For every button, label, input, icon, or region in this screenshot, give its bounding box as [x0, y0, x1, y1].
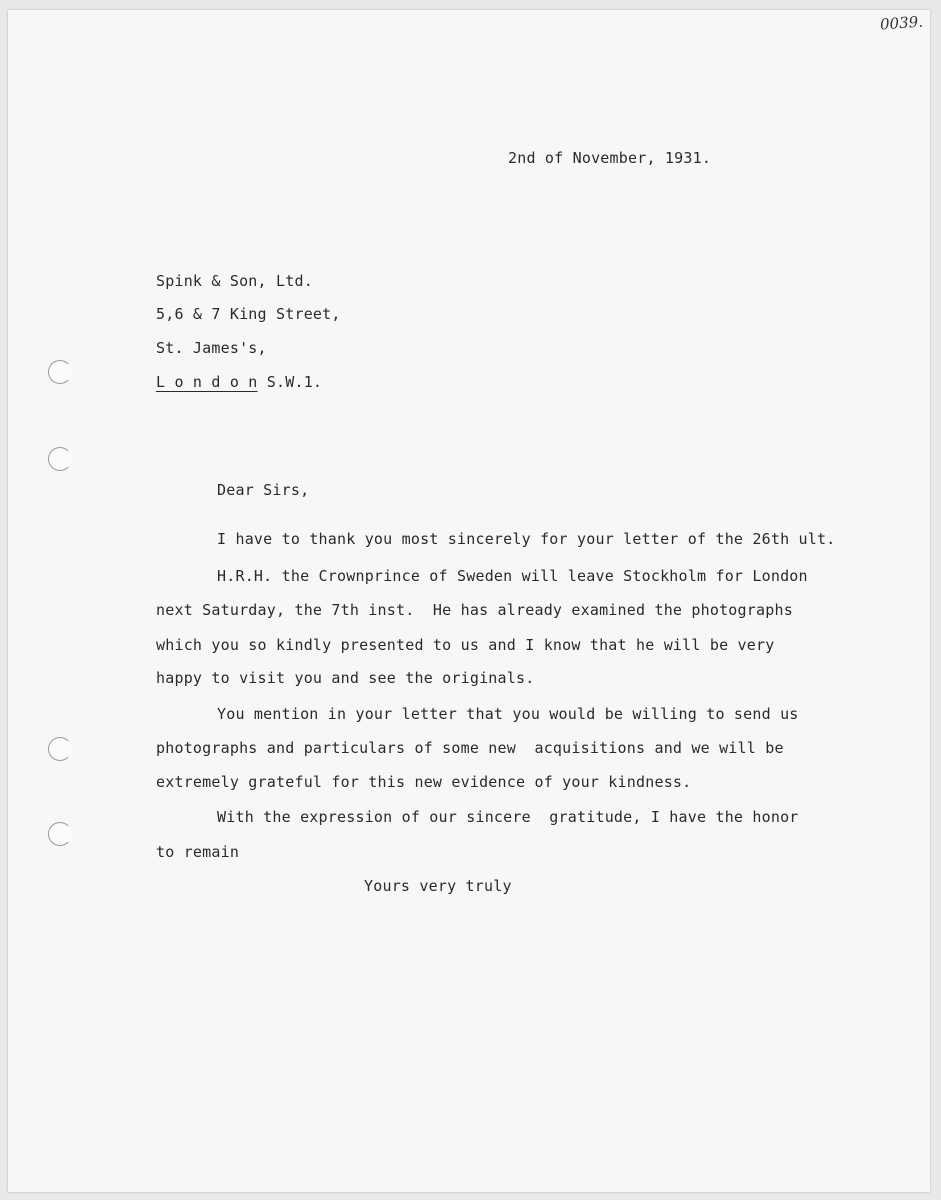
recipient-city: L o n d o n [156, 373, 258, 391]
salutation: Dear Sirs, [217, 481, 310, 499]
body-line: extremely grateful for this new evidence of your kindness. [156, 773, 692, 791]
recipient-postcode: S.W.1. [266, 373, 323, 391]
body-line: I have to thank you most sincerely for your letter of the 26th ult. [217, 530, 836, 548]
punch-hole [48, 822, 72, 846]
body-line: which you so kindly presented to us and I know that he will be very [156, 636, 775, 654]
punch-hole [48, 447, 72, 471]
punch-hole [48, 737, 72, 761]
recipient-line-3: St. James's, [156, 339, 267, 357]
body-line: photographs and particulars of some new acquisitions and we will be [156, 739, 784, 757]
body-line: happy to visit you and see the originals. [156, 669, 535, 687]
reference-number: 0039. [879, 12, 924, 34]
body-line: You mention in your letter that you would be willing to send us [217, 705, 799, 723]
body-line: With the expression of our sincere gratitude, I have the honor [217, 808, 799, 826]
body-line: next Saturday, the 7th inst. He has already examined the photographs [156, 601, 793, 619]
recipient-line-2: 5,6 & 7 King Street, [156, 305, 341, 323]
closing: Yours very truly [364, 877, 512, 895]
punch-hole [48, 360, 72, 384]
recipient-city-line [156, 372, 322, 392]
body-line: H.R.H. the Crownprince of Sweden will leave Stockholm for London [217, 567, 808, 585]
recipient-line-1: Spink & Son, Ltd. [156, 272, 313, 290]
body-line: to remain [156, 843, 240, 861]
letter-date: 2nd of November, 1931. [508, 149, 712, 167]
